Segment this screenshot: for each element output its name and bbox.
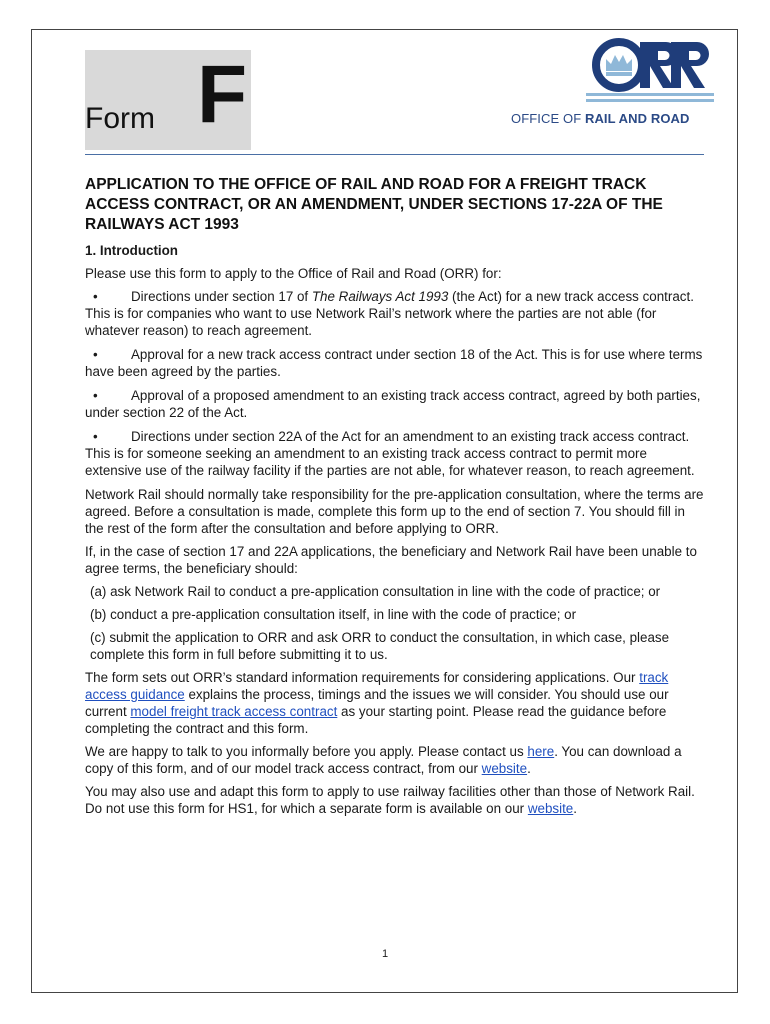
track-access-guidance-link[interactable]: track access guidance [85, 670, 669, 702]
bullet-item: • Approval for a new track access contract under section 18 of the Act. This is for use where terms have been agreed by the parties. [85, 347, 703, 379]
bullet-item: • Directions under section 22A of the Act for an amendment to an existing track access contract. This is for someone seeking an amendment to an existing track access contract to permit more extensive use of the railway facility if the parties are not able, for whatever reason, to reach agreement. [85, 429, 695, 478]
bullet-icon: • [93, 388, 98, 403]
option-b: (b) conduct a pre-application consultation itself, in line with the code of practice; or [90, 607, 577, 622]
bullet-item: • Directions under section 17 of The Railways Act 1993 (the Act) for a new track access contract. This is for companies who want to use Network Rail’s network where the parties are not able (for whatever reason) to reach agreement. [85, 289, 694, 338]
option-c: (c) submit the application to ORR and ask ORR to conduct the consultation, in which case, please complete this form in full before submitting it to us. [90, 630, 670, 662]
sets-out-paragraph: The form sets out ORR’s standard information requirements for considering applications. Our track access guidance explains the process, timings and the issues we will consider. You should use our current model freight track access contract as your starting point. Please read the guidance before completing the contract and this form. [85, 670, 669, 736]
bullet-icon: • [93, 347, 98, 362]
org-name: OFFICE OF RAIL AND ROAD [511, 111, 690, 126]
logo-text: ORR [600, 80, 603, 81]
form-label-box [85, 50, 251, 150]
form-word: Form [85, 102, 155, 135]
document-title: APPLICATION TO THE OFFICE OF RAIL AND ROAD FOR A FREIGHT TRACK ACCESS CONTRACT, OR AN AMENDMENT, UNDER SECTIONS 17-22A OF THE RAILWAYS ACT 1993 [85, 176, 663, 233]
hs1-website-link[interactable]: website [527, 801, 574, 816]
other-facilities-paragraph: You may also use and adapt this form to apply to use railway facilities other than those of Network Rail. Do not use this form for HS1, for which a separate form is available on our website. [85, 784, 695, 816]
consultation-paragraph: Network Rail should normally take responsibility for the pre-application consultation, where the terms are agreed. Before a consultation is made, complete this form up to the end of section 7. You should fill in the rest of the form after the consultation and before applying to ORR. [85, 487, 704, 536]
if-paragraph: If, in the case of section 17 and 22A applications, the beneficiary and Network Rail have been unable to agree terms, the beneficiary should: [85, 544, 697, 576]
page-number: 1 [381, 948, 389, 960]
model-contract-link[interactable]: model freight track access contract [130, 704, 338, 719]
document-body [85, 175, 705, 823]
header-divider [85, 154, 704, 155]
website-link[interactable]: website [481, 761, 528, 776]
intro-paragraph: Please use this form to apply to the Office of Rail and Road (ORR) for: [85, 266, 502, 281]
form-letter: F [197, 49, 248, 140]
bullet-icon: • [93, 429, 98, 444]
bullet-item: • Approval of a proposed amendment to an existing track access contract, agreed by both parties, under section 22 of the Act. [85, 388, 701, 420]
section-heading: 1. Introduction [85, 243, 178, 258]
bullet-icon: • [93, 289, 98, 304]
contact-here-link[interactable]: here [527, 744, 555, 759]
contact-paragraph: We are happy to talk to you informally before you apply. Please contact us here. You can download a copy of this form, and of our model track access contract, from our website. [85, 744, 682, 776]
option-a: (a) ask Network Rail to conduct a pre-application consultation in line with the code of practice; or [90, 584, 661, 599]
